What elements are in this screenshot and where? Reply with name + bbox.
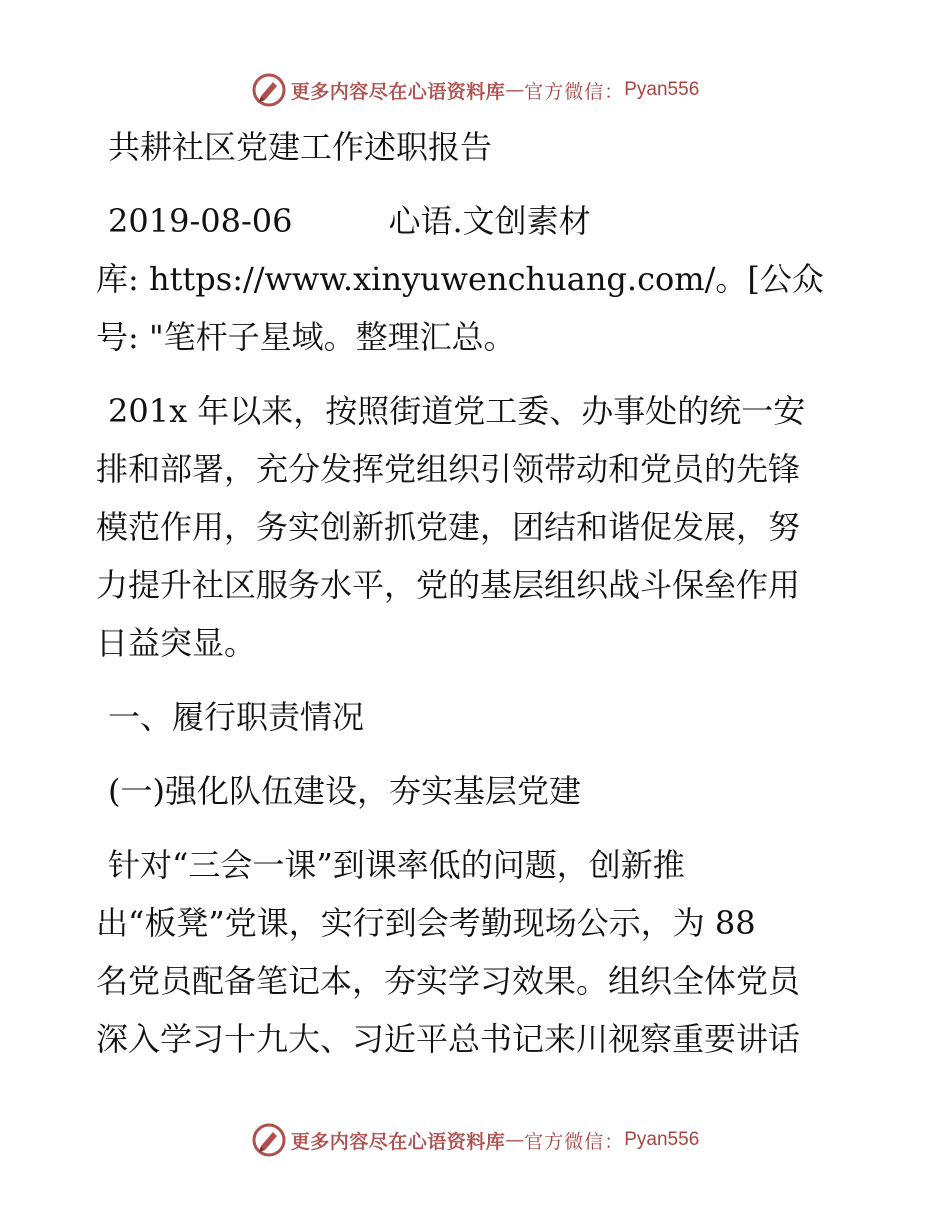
meta-line-3: 号: "笔杆子星域。整理汇总。 xyxy=(96,318,516,356)
banner-wechat-id: Pyan556 xyxy=(624,1129,700,1150)
intro-line: 排和部署，充分发挥党组织引领带动和党员的先锋 xyxy=(96,450,801,488)
document-body xyxy=(96,118,856,1068)
paragraph-line: 出“板凳”党课，实行到会考勤现场公示，为 88 xyxy=(96,904,756,942)
header-banner xyxy=(0,70,950,110)
banner-main-text: 更多内容尽在心语资料库 xyxy=(290,1130,506,1153)
intro-line: 模范作用，务实创新抓党建，团结和谐促发展，努 xyxy=(96,508,801,546)
pen-circle-logo-icon xyxy=(251,72,287,108)
intro-line: 201x 年以来，按照街道党工委、办事处的统一安 xyxy=(108,392,806,430)
paragraph-line: 针对“三会一课”到课率低的问题，创新推 xyxy=(108,846,685,884)
banner-wechat-label: 官方微信： xyxy=(524,80,625,103)
banner-wechat-label: 官方微信： xyxy=(524,1130,625,1153)
footer-banner xyxy=(0,1120,950,1160)
paragraph-line: 深入学习十九大、习近平总书记来川视察重要讲话 xyxy=(96,1020,801,1058)
banner-dash: — xyxy=(505,79,525,101)
meta-line-1: 2019-08-06 心语.文创素材 xyxy=(108,202,591,240)
meta-line-2: 库: https://www.xinyuwenchuang.com/。[公众 xyxy=(96,260,824,298)
banner-dash: — xyxy=(505,1129,525,1151)
banner-main-text: 更多内容尽在心语资料库 xyxy=(290,80,506,103)
banner-wechat-id: Pyan556 xyxy=(624,79,700,100)
paragraph-line: 名党员配备笔记本，夯实学习效果。组织全体党员 xyxy=(96,962,801,1000)
intro-line: 日益突显。 xyxy=(96,624,257,662)
document-title: 共耕社区党建工作述职报告 xyxy=(108,128,493,166)
section-heading: 一、履行职责情况 xyxy=(108,698,365,736)
pen-circle-logo-icon xyxy=(251,1122,287,1158)
subsection-heading: (一)强化队伍建设，夯实基层党建 xyxy=(108,772,581,810)
intro-line: 力提升社区服务水平，党的基层组织战斗保垒作用 xyxy=(96,566,801,604)
